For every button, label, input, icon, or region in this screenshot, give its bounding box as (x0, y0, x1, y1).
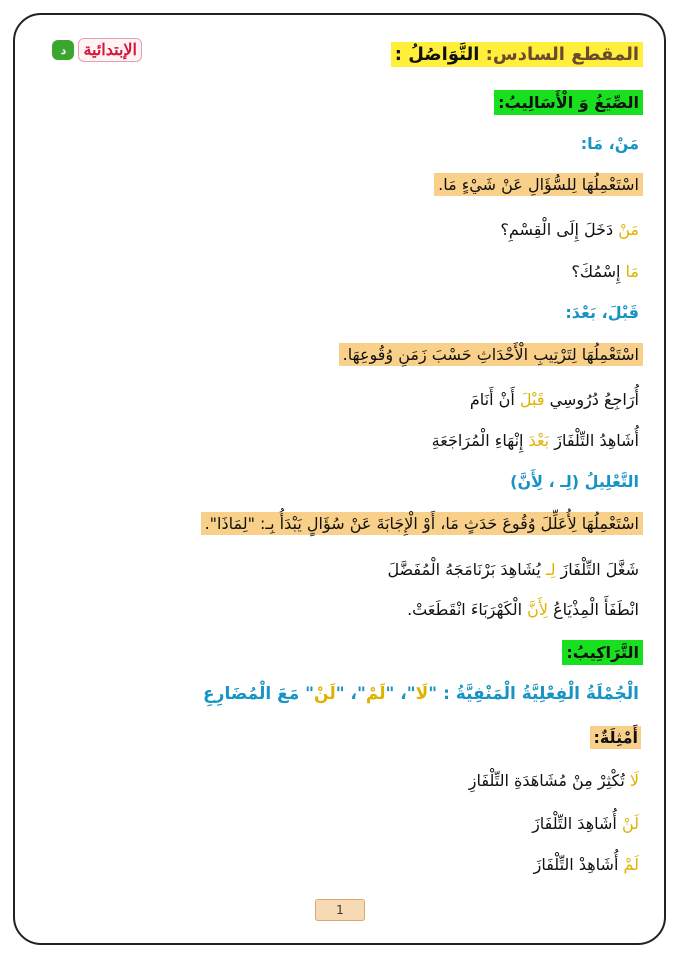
structures-heading: التَّرَاكِيبُ: (562, 640, 643, 666)
baad-example: أُشَاهِدُ التِّلْفَازَ بَعْدَ إِنْهَاءِ الْمُرَاجَعَةِ (431, 431, 639, 450)
examples-label: أَمْثِلَةٌ: (590, 725, 641, 751)
li-example: شَغَّلَ التِّلْفَازَ لِـ يُشَاهِدَ بَرْنَامَجَهُ الْمُفَضَّلَ (387, 560, 639, 579)
lianna-word: لِأَنَّ (527, 600, 548, 619)
taleel-heading: التَّعْلِيلُ (لِـ ، لِأَنَّ) (510, 472, 639, 491)
qabl-example: أُرَاجِعُ دُرُوسِي قَبْلَ أَنْ أَنَامَ (469, 390, 639, 409)
negation-heading: الْجُمْلَةُ الْفِعْلِيَّةُ الْمَنْفِيَّةُ : "لَا"، "لَمْ"، "لَنْ" مَعَ الْمُضَارِعِ (203, 684, 639, 704)
li-word: لِـ (545, 560, 556, 579)
lan-example: لَنْ أُشَاهِدَ التِّلْفَازَ (532, 814, 639, 833)
ma-word: مَا (625, 262, 639, 281)
forms-heading: الصِّيَغُ وَ الْأَسَالِيبُ: (494, 90, 643, 116)
baad-word: بَعْدَ (528, 431, 550, 450)
la-example: لَا تُكْثِرْ مِنْ مُشَاهَدَةِ التِّلْفَازِ (468, 771, 639, 790)
section-header (391, 42, 643, 68)
logo-text: الإبتدائية (78, 38, 142, 62)
lan-word: لَنْ (314, 684, 336, 704)
school-logo (38, 38, 142, 62)
taleel-usage: اسْتَعْمِلُهَا لِأُعَلِّلَ وُقُوعَ حَدَثٍ مَا، أَوْ الْإِجَابَةَ عَنْ سُؤَالٍ يَبْدَأُ بِـ: "لِمَاذَا". (201, 511, 643, 537)
la-word: لَا (415, 684, 429, 704)
man-example: مَنْ دَخَلَ إِلَى الْقِسْمِ؟ (500, 220, 639, 239)
qabl-baad-heading: قَبْلَ، بَعْدَ: (565, 303, 639, 322)
man-word: مَنْ (618, 220, 639, 239)
qabl-baad-usage: اسْتَعْمِلُهَا لِتَرْتِيبِ الْأَحْدَاثِ حَسْبَ زَمَنِ وُقُوعِهَا. (339, 342, 643, 368)
logo-badge: د (52, 40, 74, 60)
man-ma-heading: مَنْ، مَا: (580, 134, 639, 153)
man-ma-usage: اسْتَعْمِلُهَا لِلسُّؤَالِ عَنْ شَيْءٍ مَا. (434, 172, 643, 198)
section-label: المقطع السادس: (485, 44, 639, 65)
page-number: 1 (315, 899, 365, 921)
qabl-word: قَبْلَ (519, 390, 545, 409)
section-topic: التَّوَاصُلُ : (394, 44, 480, 65)
lam-word: لَمْ (365, 684, 386, 704)
lianna-example: انْطَفَأَ الْمِذْيَاعُ لِأَنَّ الْكَهْرَبَاءَ انْقَطَعَتْ. (407, 600, 639, 619)
lam-example: لَمْ أُشَاهِدْ التِّلْفَازَ (533, 855, 639, 874)
ma-example: مَا إِسْمُكَ؟ (571, 262, 639, 281)
